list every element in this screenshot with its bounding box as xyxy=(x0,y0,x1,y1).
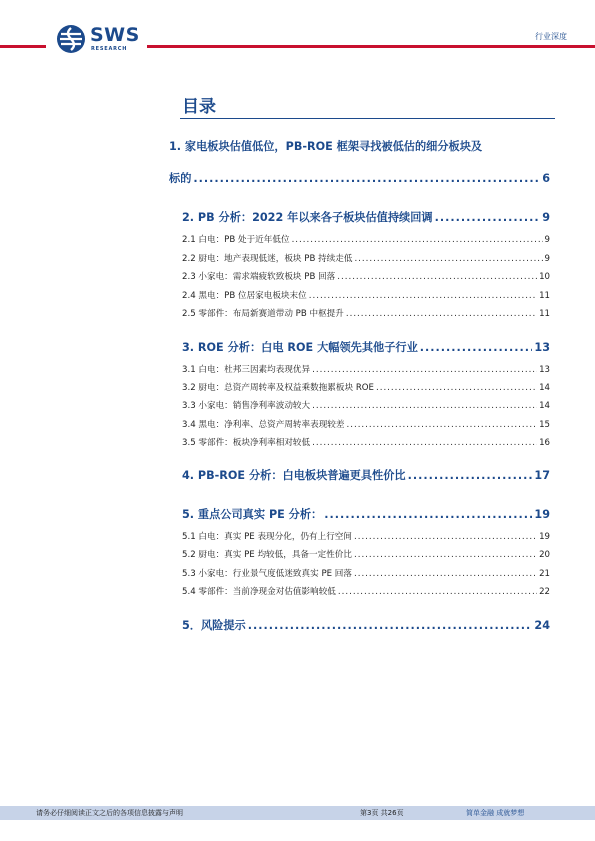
toc-entry-text: 3.1 白电：杜邦三因素均表现优异 xyxy=(182,365,311,375)
toc-leader-dots xyxy=(354,550,537,560)
toc-subsection-entry[interactable] xyxy=(182,567,550,579)
toc-subsection-entry[interactable] xyxy=(182,252,550,264)
toc-page-number: 21 xyxy=(539,569,550,579)
toc-leader-dots xyxy=(292,235,543,245)
toc-section-entry[interactable] xyxy=(182,506,550,522)
toc-page-number: 11 xyxy=(539,291,550,301)
toc-section-entry[interactable] xyxy=(182,339,550,355)
toc-title: 目录 xyxy=(182,97,216,117)
toc-entry-text: 3.5 零部件：板块净利率相对较低 xyxy=(182,438,311,448)
toc-entry-text: 5.4 零部件：当前净现金对估值影响较低 xyxy=(182,587,336,597)
toc-entry-text: 2.3 小家电：需求端疲软致板块 PB 回落 xyxy=(182,272,336,282)
toc-page-number: 13 xyxy=(539,365,550,375)
header-rule-right xyxy=(147,45,595,48)
toc-subsection-entry[interactable] xyxy=(182,289,550,301)
toc-page-number: 17 xyxy=(534,469,550,482)
toc-leader-dots xyxy=(193,172,540,185)
toc-subsection-entry[interactable] xyxy=(182,548,550,560)
toc-entry-text: 3.2 厨电：总资产周转率及权益乘数拖累板块 ROE xyxy=(182,383,374,393)
toc-leader-dots xyxy=(337,272,537,282)
toc-section-entry[interactable] xyxy=(182,209,550,225)
toc-page-number: 24 xyxy=(534,619,550,632)
toc-leader-dots xyxy=(347,420,538,430)
toc-leader-dots xyxy=(354,254,542,264)
toc-leader-dots xyxy=(312,401,537,411)
toc-page-number: 9 xyxy=(544,254,550,264)
toc-subsection-entry[interactable] xyxy=(182,436,550,448)
toc-leader-dots xyxy=(248,619,533,632)
toc-section-entry[interactable] xyxy=(169,170,550,186)
toc-leader-dots xyxy=(435,211,541,224)
toc-page-number: 14 xyxy=(539,401,550,411)
report-type-tag: 行业深度 xyxy=(535,32,567,41)
toc-entry-text: 3. ROE 分析：白电 ROE 大幅领先其他子行业 xyxy=(182,341,418,354)
toc-entry-text: 4. PB-ROE 分析：白电板块普遍更具性价比 xyxy=(182,469,406,482)
footer-disclaimer: 请务必仔细阅读正文之后的各项信息披露与声明 xyxy=(36,809,183,817)
toc-page-number: 15 xyxy=(539,420,550,430)
footer-band xyxy=(0,806,595,820)
toc-leader-dots xyxy=(338,587,537,597)
toc-page-number: 20 xyxy=(539,550,550,560)
toc-subsection-entry[interactable] xyxy=(182,418,550,430)
toc-title-rule xyxy=(180,118,555,119)
logo-subtext: RESEARCH xyxy=(91,46,128,52)
toc-entry-text: 2.5 零部件：布局新赛道带动 PB 中枢提升 xyxy=(182,309,344,319)
footer-slogan: 简单金融 成就梦想 xyxy=(466,809,525,817)
toc-leader-dots xyxy=(408,469,533,482)
sws-logo-icon xyxy=(56,24,86,54)
toc-page-number: 11 xyxy=(539,309,550,319)
header-rule-left xyxy=(0,45,46,48)
toc-subsection-entry[interactable] xyxy=(182,307,550,319)
toc-entry-text: 3.3 小家电：销售净利率波动较大 xyxy=(182,401,311,411)
toc-entry-text: 2.4 黑电：PB 位居家电板块末位 xyxy=(182,291,307,301)
toc-page-number: 6 xyxy=(542,172,550,185)
company-logo xyxy=(56,24,146,56)
toc-page-number: 22 xyxy=(539,587,550,597)
toc-subsection-entry[interactable] xyxy=(182,530,550,542)
logo-text: SWS xyxy=(90,24,140,46)
toc-subsection-entry[interactable] xyxy=(182,585,550,597)
toc-entry-text: 标的 xyxy=(169,172,192,185)
toc-page-number: 16 xyxy=(539,438,550,448)
toc-leader-dots xyxy=(312,438,537,448)
toc-subsection-entry[interactable] xyxy=(182,399,550,411)
toc-leader-dots xyxy=(354,569,537,579)
toc-page-number: 10 xyxy=(539,272,550,282)
footer-page-info: 第3页 共26页 xyxy=(360,809,404,817)
toc-leader-dots xyxy=(376,383,537,393)
toc-page-number: 9 xyxy=(544,235,550,245)
toc-subsection-entry[interactable] xyxy=(182,270,550,282)
toc-page-number: 14 xyxy=(539,383,550,393)
toc-leader-dots xyxy=(309,291,537,301)
toc-section-entry[interactable] xyxy=(182,467,550,483)
toc-leader-dots xyxy=(324,508,532,521)
toc-subsection-entry[interactable] xyxy=(182,233,550,245)
toc-page-number: 19 xyxy=(539,532,550,542)
toc-entry-text: 5.2 厨电：真实 PE 均较低，具备一定性价比 xyxy=(182,550,352,560)
toc-entry-text: 3.4 黑电：净利率、总资产周转率表现较差 xyxy=(182,420,345,430)
toc-entry-text: 2. PB 分析：2022 年以来各子板块估值持续回调 xyxy=(182,211,433,224)
toc-page-number: 13 xyxy=(534,341,550,354)
toc-leader-dots xyxy=(346,309,537,319)
toc-entry-text: 5.1 白电：真实 PE 表现分化，仍有上行空间 xyxy=(182,532,352,542)
toc-entry-text: 1. 家电板块估值低位，PB-ROE 框架寻找被低估的细分板块及 xyxy=(169,140,483,153)
toc-page-number: 9 xyxy=(542,211,550,224)
toc-entry-text: 5. 重点公司真实 PE 分析： xyxy=(182,508,323,521)
toc-page-number: 19 xyxy=(534,508,550,521)
toc-leader-dots xyxy=(354,532,537,542)
toc-entry-text: 2.2 厨电：地产表现低迷，板块 PB 持续走低 xyxy=(182,254,353,264)
toc-subsection-entry[interactable] xyxy=(182,363,550,375)
toc-entry-text: 5.3 小家电：行业景气度低迷致真实 PE 回落 xyxy=(182,569,352,579)
toc-section-entry[interactable] xyxy=(169,138,550,154)
toc-leader-dots xyxy=(312,365,537,375)
toc-entry-text: 2.1 白电：PB 处于近年低位 xyxy=(182,235,290,245)
toc-leader-dots xyxy=(420,341,533,354)
toc-subsection-entry[interactable] xyxy=(182,381,550,393)
toc-section-entry[interactable] xyxy=(182,617,550,633)
toc-entry-text: 5．风险提示 xyxy=(182,619,246,632)
